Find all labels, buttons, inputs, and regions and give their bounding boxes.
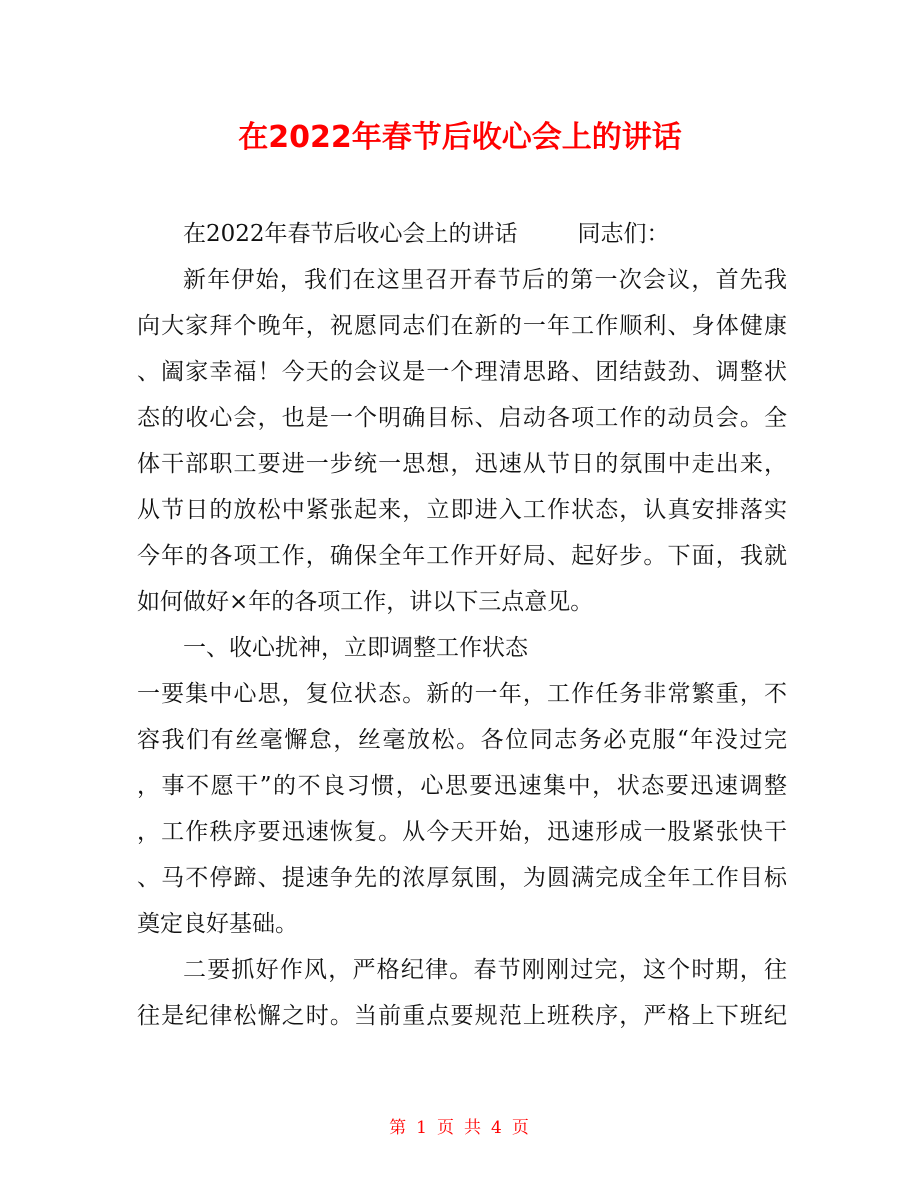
text-line: 、阖家幸福！今天的会议是一个理清思路、团结鼓劲、调整状 — [137, 359, 787, 385]
footer-total-pages: 4 — [491, 1118, 504, 1138]
text-line: 奠定良好基础。 — [137, 911, 298, 937]
footer-post: 页 — [511, 1118, 531, 1138]
document-body — [137, 211, 787, 1039]
inline-title: 在2022年春节后收心会上的讲话 — [183, 221, 518, 247]
text-line: 新年伊始，我们在这里召开春节后的第一次会议，首先我 — [183, 267, 787, 293]
footer-mid2: 共 — [464, 1118, 483, 1138]
text-line: 向大家拜个晚年，祝愿同志们在新的一年工作顺利、身体健康 — [137, 313, 787, 339]
text-line: 今年的各项工作，确保全年工作开好局、起好步。下面，我就 — [137, 543, 787, 569]
section-heading: 一、收心扰神，立即调整工作状态 — [183, 635, 528, 661]
footer-pre: 第 — [389, 1118, 409, 1138]
text-line: 二要抓好作风，严格纪律。春节刚刚过完，这个时期，往 — [183, 957, 787, 983]
text-line: 一要集中心思，复位状态。新的一年，工作任务非常繁重，不 — [137, 681, 787, 707]
text-line: 容我们有丝毫懈怠，丝毫放松。各位同志务必克服“年没过完 — [137, 727, 787, 753]
text-line: 体干部职工要进一步统一思想，迅速从节日的氛围中走出来， — [137, 451, 787, 477]
document-title: 在2022年春节后收心会上的讲话 — [238, 120, 682, 155]
opening-line — [137, 211, 787, 257]
text-line: ，事不愿干”的不良习惯，心思要迅速集中，状态要迅速调整 — [137, 773, 787, 799]
text-line: 、马不停蹄、提速争先的浓厚氛围，为圆满完成全年工作目标 — [137, 865, 787, 891]
footer-mid1: 页 — [437, 1118, 456, 1138]
footer-page-number: 1 — [416, 1118, 429, 1138]
text-line: 如何做好×年的各项工作，讲以下三点意见。 — [137, 589, 594, 615]
page-footer — [0, 1113, 920, 1138]
text-line: ，工作秩序要迅速恢复。从今天开始，迅速形成一股紧张快干 — [137, 819, 787, 845]
text-line: 态的收心会，也是一个明确目标、启动各项工作的动员会。全 — [137, 405, 787, 431]
text-line: 从节日的放松中紧张起来，立即进入工作状态，认真安排落实 — [137, 497, 787, 523]
text-line: 往是纪律松懈之时。当前重点要规范上班秩序，严格上下班纪 — [137, 1003, 787, 1029]
salutation: 同志们： — [577, 221, 670, 247]
